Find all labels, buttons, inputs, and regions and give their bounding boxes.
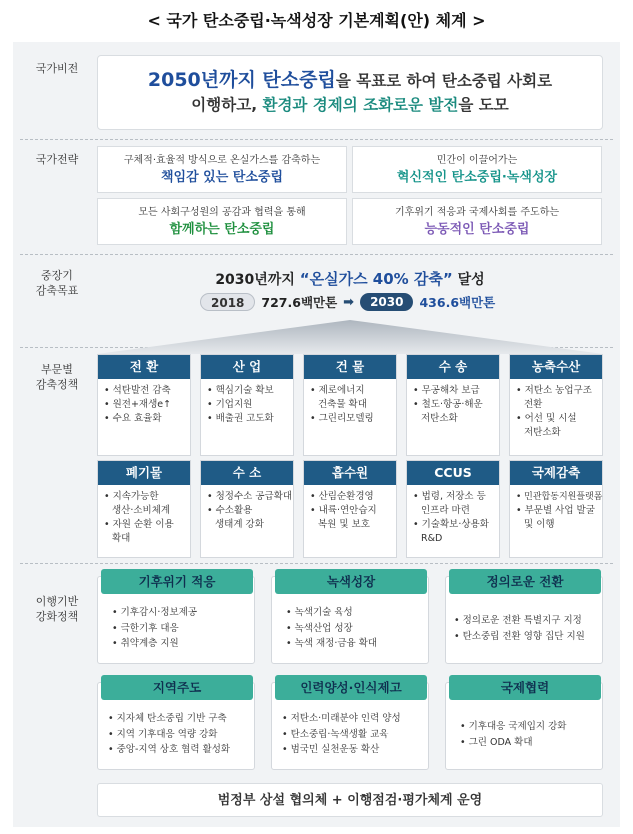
sector-item: • 배출권 고도화 [207, 413, 274, 424]
strategy-main: 책임감 있는 탄소중립 [160, 169, 284, 185]
base-item: • 지역 기후대응 역량 강화 [108, 728, 218, 740]
base-item: • 기후감시·정보제공 [112, 607, 198, 618]
base-title [275, 569, 427, 594]
sector-item: • 법령, 저장소 등 [413, 491, 486, 502]
strategy-responsible [97, 146, 347, 193]
value-2030: 436.6백만톤 [419, 295, 496, 310]
sector-item: • 석탄발전 감축 [104, 385, 171, 396]
sector-item: • 청정수소 공급확대 [207, 491, 293, 502]
strategy-sub: 기후위기 적응과 국제사회를 주도하는 [394, 206, 560, 218]
separator [20, 563, 613, 564]
base-item: • 그린 ODA 확대 [460, 736, 533, 748]
strategy-sub: 구체적·효율적 방식으로 온실가스를 감축하는 [123, 154, 321, 166]
base-title-text: 지역주도 [152, 680, 202, 695]
arrow-right-icon: ➡ [343, 294, 355, 310]
sector-item: 및 이행 [524, 519, 555, 530]
sector-item: 저탄소화 [524, 427, 561, 438]
sector-item: 전환 [524, 399, 543, 410]
base-item: • 저탄소·미래분야 인력 양성 [282, 713, 401, 724]
row-label-strategy: 국가전략 [35, 153, 79, 166]
sector-item: • 저탄소 농업구조 [516, 385, 592, 396]
sector-item: • 철도·항공·해운 [413, 399, 483, 410]
sector-item: • 지속가능한 [104, 491, 159, 502]
base-box-local [97, 682, 255, 770]
value-2018: 727.6백만톤 [261, 295, 338, 310]
strategy-innovative [352, 146, 602, 193]
page-title: < 국가 탄소중립·녹색성장 기본계획(안) 체계 > [147, 11, 486, 30]
sector-item: 생산·소비체계 [112, 505, 171, 516]
sector-item: • 민관합동지원플랫폼 [516, 492, 603, 502]
row-label-sector [26, 362, 88, 392]
goal-title-highlight: “온실가스 40% 감축” [299, 270, 453, 288]
sector-box-hydrogen [200, 460, 294, 558]
sector-item: • 그린리모델링 [310, 413, 374, 424]
sector-box-power [97, 354, 191, 456]
sector-box-carbon-sink [303, 460, 397, 558]
goal-title-text: 2030년까지 [215, 272, 300, 288]
vision-text: 이행하고, [191, 96, 263, 114]
sector-item: 확대 [112, 533, 131, 544]
base-title [275, 675, 427, 700]
vision-line2 [191, 93, 508, 117]
sector-title: 산 업 [201, 355, 293, 379]
base-title [449, 569, 601, 594]
up-arrow-icon [97, 318, 603, 354]
footer-governance: 범정부 상설 협의체 + 이행점검·평가체계 운영 [97, 783, 603, 817]
base-item: • 녹색 재정·금융 확대 [286, 638, 378, 649]
base-box-education [271, 682, 429, 770]
vision-text: 을 목표로 하여 탄소중립 사회로 [335, 72, 553, 90]
row-label-sector-line2: 감축정책 [35, 378, 79, 391]
base-title-text: 기후위기 적응 [138, 574, 216, 589]
sector-item: 저탄소화 [421, 413, 458, 424]
base-item: • 취약계층 지원 [112, 638, 179, 649]
row-label-base-line2: 강화정책 [35, 610, 79, 623]
sector-box-agriculture [509, 354, 603, 456]
base-item: • 중앙-지역 상호 협력 활성화 [108, 744, 231, 755]
base-title [101, 569, 253, 594]
sector-item: 인프라 마련 [421, 505, 470, 516]
sector-item: • 무공해차 보급 [413, 385, 480, 396]
sector-item: • 수소활용 [207, 505, 253, 516]
sector-item: • 어선 및 시설 [516, 413, 577, 424]
sector-box-industry [200, 354, 294, 456]
sector-title: 폐기물 [98, 461, 190, 485]
sector-item: 생태계 강화 [215, 519, 264, 530]
sector-item: • 자원 순환 이용 [104, 519, 174, 530]
base-item: • 기후대응 국제입지 강화 [460, 721, 567, 732]
sector-title: 건 물 [304, 355, 396, 379]
vision-highlight-harmony: 환경과 경제의 조화로운 발전 [262, 96, 459, 114]
row-label-base-line1: 이행기반 [35, 595, 79, 608]
base-title [101, 675, 253, 700]
sector-item: • 내륙·연안습지 [310, 505, 377, 516]
sector-title: 흡수원 [304, 461, 396, 485]
strategy-sub: 모든 사회구성원의 공감과 협력을 통해 [138, 206, 306, 218]
base-title-text: 정의로운 전환 [486, 574, 564, 589]
sector-title: 농축수산 [510, 355, 602, 379]
sector-box-building [303, 354, 397, 456]
sector-item: 건축물 확대 [318, 399, 367, 410]
sector-item: R&D [421, 533, 443, 544]
row-label-goal [26, 268, 88, 298]
base-box-just-transition [445, 576, 603, 664]
sector-title: 수 송 [407, 355, 499, 379]
base-item: • 탄소중립·녹색생활 교육 [282, 728, 389, 740]
base-title-text: 국제협력 [500, 680, 550, 695]
sector-box-ccus [406, 460, 500, 558]
sector-item: • 원전+재생e↑ [104, 399, 172, 410]
sector-box-transport [406, 354, 500, 456]
goal-comparison [200, 292, 495, 312]
sector-item: • 기술확보·상용화 [413, 519, 489, 530]
row-label-vision: 국가비전 [35, 62, 79, 75]
sector-title: 국제감축 [510, 461, 602, 485]
year-2018-pill: 2018 [200, 293, 255, 311]
sector-item: • 수요 효율화 [104, 413, 162, 424]
row-label-goal-line2: 감축목표 [35, 284, 79, 297]
base-box-intl-cooperation [445, 682, 603, 770]
goal-title-text: 달성 [452, 272, 485, 288]
strategy-main: 함께하는 탄소중립 [169, 221, 275, 237]
base-item: • 녹색산업 성장 [286, 622, 353, 634]
vision-highlight-2050: 2050년까지 탄소중립 [147, 69, 336, 91]
sector-title: 전 환 [98, 355, 190, 379]
strategy-main: 능동적인 탄소중립 [424, 221, 530, 237]
base-title-text: 녹색성장 [326, 574, 376, 589]
sector-box-waste [97, 460, 191, 558]
separator [20, 254, 613, 255]
base-item: • 범국민 실천운동 확산 [282, 744, 380, 755]
sector-item: • 부문별 사업 발굴 [516, 505, 595, 516]
row-label-goal-line1: 중장기 [41, 269, 73, 282]
vision-line1 [148, 68, 552, 93]
vision-box [97, 55, 603, 130]
sector-box-intl-reduction [509, 460, 603, 558]
sector-title: 수 소 [201, 461, 293, 485]
vision-text: 을 도모 [458, 96, 509, 114]
base-box-green-growth [271, 576, 429, 664]
base-item: • 탄소중립 전환 영향 집단 지원 [454, 630, 585, 642]
strategy-main: 혁신적인 탄소중립·녹색성장 [396, 169, 558, 185]
strategy-together [97, 198, 347, 245]
sector-item: • 기업지원 [207, 399, 253, 410]
sector-title: CCUS [407, 461, 499, 485]
sector-item: 복원 및 보호 [318, 519, 370, 530]
strategy-active [352, 198, 602, 245]
sector-item: • 제로에너지 [310, 385, 365, 396]
base-item: • 극한기후 대응 [112, 622, 179, 634]
base-item: • 지자체 탄소중립 기반 구축 [108, 713, 227, 724]
row-label-sector-line1: 부문별 [41, 363, 73, 376]
base-item: • 녹색기술 육성 [286, 607, 353, 618]
base-item: • 정의로운 전환 특별지구 지정 [454, 615, 582, 626]
strategy-sub: 민간이 이끌어가는 [436, 154, 518, 166]
base-title-text: 인력양성·인식제고 [300, 680, 402, 695]
row-label-base [26, 594, 88, 624]
separator [20, 139, 613, 140]
year-2030-pill: 2030 [360, 293, 413, 311]
base-title [449, 675, 601, 700]
base-box-adaptation [97, 576, 255, 664]
sector-item: • 핵심기술 확보 [207, 385, 274, 396]
goal-title [97, 268, 603, 289]
sector-item: • 산림순환경영 [310, 491, 374, 502]
